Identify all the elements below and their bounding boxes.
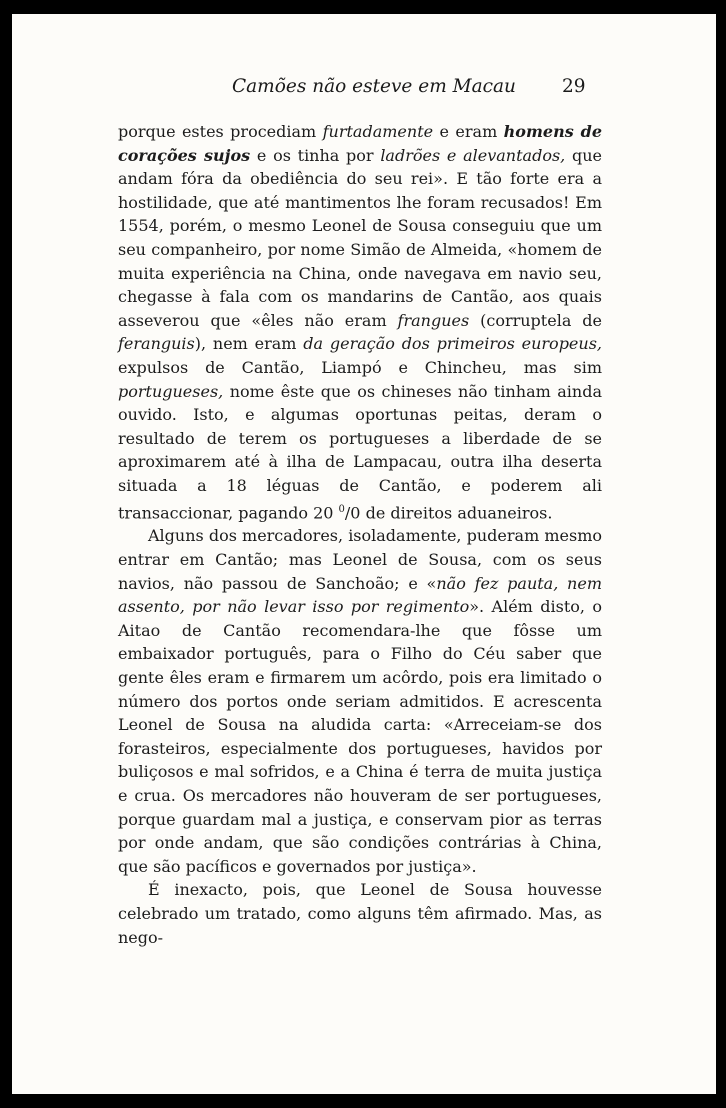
- bold-italic-run: homens de corações sujos: [118, 122, 603, 165]
- italic-run: da geração dos primeiros europeus,: [303, 334, 603, 354]
- italic-run: furtadamente: [322, 122, 434, 141]
- italic-run: frangues: [397, 310, 470, 330]
- superscript-run: 0: [338, 503, 345, 515]
- text-run: nome êste que os chineses não tinham ainda ouvido. Isto, e algumas oportunas peitas, deram o resultado de terem os portugueses a liberdade de se aproximarem até à ilha de Lampacau, outra ilha deserta situada a 18 léguas de Cantão, e poderem ali transaccionar, pagando 20: [118, 381, 602, 522]
- book-page: [12, 14, 716, 1094]
- text-run: e os tinha por: [250, 145, 381, 165]
- italic-run: portugueses,: [118, 381, 224, 401]
- text-run: que andam fóra da obediência do seu rei». E tão forte era a hostilidade, que até mantimentos lhe foram recusados! Em 1554, porém, o mesmo Leonel de Sousa conseguiu que um seu companheiro, por nome Simão de Almeida, «homem de muita experiência na China, onde navegava em navio seu, chegasse à fala com os mandarins de Cantão, aos quais asseverou que «êles não eram: [118, 145, 602, 330]
- italic-run: feranguis: [118, 334, 195, 354]
- text-run: porque estes procediam: [118, 122, 323, 141]
- text-run: Alguns dos mercadores, isoladamente, puderam mesmo entrar em Cantão; mas Leonel de Sousa, com os seus navios, não passou de Sanchoão; e «: [118, 526, 602, 593]
- text-run: ». Além disto, o Aitao de Cantão recomendara-lhe que fôsse um embaixador português, para o Filho do Céu saber que gente êles eram e firmarem um acôrdo, pois era limitado o número dos portos onde seriam admitidos. E acrescenta Leonel de Sousa na aludida carta: «Arreceiam-se dos forasteiros, especialmente dos portugueses, havidos por buliçosos e mal sofridos, e a China é terra de muita justiça e crua. Os mercadores não houveram de ser portugueses, porque guardam mal a justiça, e conservam pior as terras por onde andam, que são condições contrárias à China, que são pacíficos e governados por justiça».: [118, 597, 602, 876]
- text-run: É inexacto, pois, que Leonel de Sousa houvesse celebrado um tratado, como alguns têm afirmado. Mas, as nego-: [118, 880, 602, 947]
- running-title: Camões não esteve em Macau: [232, 76, 516, 97]
- paragraph: [118, 524, 602, 878]
- text-run: /: [344, 502, 351, 522]
- paragraph: [118, 878, 602, 949]
- text-run: expulsos de Cantão, Liampó e Chincheu, mas sim: [118, 357, 602, 377]
- italic-run: não fez pauta, nem assento, por não levar isso por regimento: [118, 573, 603, 617]
- body-text: [118, 120, 602, 949]
- text-run: e eram: [433, 122, 504, 141]
- page-header: [12, 76, 716, 102]
- italic-run: ladrões e alevantados,: [380, 145, 566, 165]
- text-run: (corruptela de: [469, 310, 602, 330]
- text-run: ), nem eram: [194, 334, 304, 354]
- paragraph: [118, 120, 602, 524]
- text-run: de direitos aduaneiros.: [360, 502, 553, 522]
- text-run: 0: [350, 502, 361, 522]
- page-number: 29: [562, 76, 586, 97]
